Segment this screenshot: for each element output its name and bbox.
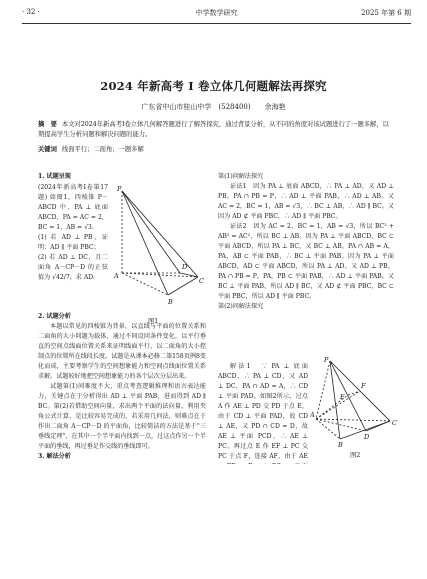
solution-1-start xyxy=(218,362,308,464)
edge-PB xyxy=(122,191,168,295)
label-C: C xyxy=(199,277,204,285)
edge-AF xyxy=(316,391,360,419)
left-column-top xyxy=(38,172,110,182)
page-number: · 32 · xyxy=(22,8,40,16)
edge-PD xyxy=(122,191,180,273)
proof-2: 证法2 因为 AC = 2，BC = 1，AB = √3，所以 BC² + AB² = AC²，所以 BC ⊥ AB。因为 PA ⊥ 平面 ABCD，BC ⊂ 平面 ABCD，所以 PA ⊥ BC，又 BC ⊥ AB，PA ∩ AB = A，PA，AB ⊂ 平面 PAB，∴ BC ⊥ 平面 PAB。因为 PA ⊥ 平面 ABCD，AD ⊂ 平面 ABCD，所以 PA ⊥ AD。又 AD ⊥ PB，PA ∩ PB = P，PA，PB ⊂ 平面 PAB，∴ AD ⊥ 平面 PAB。又 BC ⊥ 平面 PAB，所以 AD ∥ BC，又 AD ⊄ 平面 PBC，BC ⊂ 平面 PBC，所以 AD ∥ 平面 PBC。 xyxy=(218,223,394,300)
running-header xyxy=(22,8,411,22)
label-D: D xyxy=(182,263,188,271)
edge-AB xyxy=(122,273,168,295)
label-A: A xyxy=(114,272,119,280)
figure-1 xyxy=(110,183,205,313)
keywords-text: 线面平行；二面角；一题多解 xyxy=(61,146,144,153)
edge-AC xyxy=(316,419,390,421)
section-heading: 1. 试题呈现 xyxy=(38,173,71,180)
label-D: D xyxy=(364,433,370,441)
subsection-heading: 第(2)问解法探究 xyxy=(218,303,264,310)
problem-part-2: (2) 若 AD ⊥ DC，且二面角 A－CP－D 的正弦值为 √42/7，求 AD. xyxy=(38,254,108,281)
solution-1-continued xyxy=(218,464,394,572)
edge-PA xyxy=(316,361,330,419)
label-B: B xyxy=(338,441,343,447)
proof-1: 证法1 因为 PA ⊥ 底面 ABCD，∴ PA ⊥ AD，又 AD ⊥ PB，PA ∩ PB = P，∴ AD ⊥ 平面 PAB，∴ AD ⊥ AB。又 AC = 2，BC = 1，AB = √3，∴ BC ⊥ AB，∴ AD ∥ BC。又因为 AD ⊄ 平面 PBC，∴ AD ∥ 平面 PBC。 xyxy=(218,183,394,220)
left-column-body xyxy=(38,312,206,572)
edge-BC xyxy=(168,277,198,295)
label-A: A xyxy=(310,411,315,419)
right-column-top xyxy=(218,172,394,360)
label-F: F xyxy=(361,382,366,390)
label-P: P xyxy=(324,356,329,364)
problem-statement xyxy=(38,183,108,311)
section-heading: 3. 解法分析 xyxy=(38,453,71,460)
label-P: P xyxy=(117,185,122,193)
abstract-label: 摘 要 xyxy=(38,121,57,128)
article-title: 2024 年新高考 I 卷立体几何题解法再探究 xyxy=(100,79,327,93)
figure-2 xyxy=(310,355,400,447)
author-line: 广东省中山市桂山中学 (528400) 余海艳 xyxy=(141,103,286,111)
label-C: C xyxy=(392,419,397,427)
problem-part-1: (1) 若 AD ⊥ PB，证明：AD ∥ 平面 PBC； xyxy=(38,234,108,251)
abstract-text: 本文对2024年新高考I卷立体几何解答题进行了解答探究，通过背景分析，从不同的角度对该试题进行了一题多解，以期提高学生分析问题和解决问题的能力。 xyxy=(38,121,389,138)
journal-name: 中学数学研究 xyxy=(195,9,238,17)
issue-label: 2025 年第 6 期 xyxy=(361,9,411,17)
figure-2-caption: 图2 xyxy=(350,452,361,459)
subsection-heading: 第(1)问解法探究 xyxy=(218,173,264,180)
abstract xyxy=(38,120,391,140)
problem-text: (2024年新高考I卷第17题) 如图1，四棱锥 P－ABCD 中，PA ⊥ 底面 ABCD，PA = AC = 2，BC = 1，AB = √3. xyxy=(38,184,108,231)
edge-PB xyxy=(330,361,340,439)
label-E: E xyxy=(340,393,345,401)
keywords-label: 关键词 xyxy=(38,146,57,153)
header-rule xyxy=(22,23,411,24)
label-B: B xyxy=(168,298,173,306)
analysis-paragraph: 本题以常见的四棱锥为背景，以直线与平面的位置关系和二面角的大小问题为载体，通过不同设问条件变化，以平行垂直的空间点线面位置关系来证明线面平行，以二面角的大小控制点的位置所在线段长度。试题是从课本必修二第158页例8变化而成，主要考察学生的空间想象能力和空间点线面位置关系求解。试题较好地把空间想象能力的各个层次分层出来。 xyxy=(38,323,206,380)
keywords xyxy=(38,144,391,153)
analysis-paragraph: 试题第(1)问难度不大，重点考查逻辑推理和语言表达能力，关键点在于分析得出 AD ⊥ 平面 PAB，进而得到 AD ∥ BC。第(2)若借助空间向量，求出两个平面的法向量，利用夹角公式计算，是比较容易完成的，若采用几何法，则难点在于作出二面角 A－CP－D 的平面角，比较简洁的方法是基于"三垂线定理"，在其中一个半平面内找到一点，过这点作另一个半平面的垂线，再过垂足作交线的垂线即可。 xyxy=(38,383,206,450)
solution-1: 解法1 ∵ PA ⊥ 底面 ABCD，∴ PA ⊥ CD，又 AD ⊥ DC，PA ∩ AD = A，∴ CD ⊥ 平面 PAD。如图2所示，过点 A 作 AE ⊥ PD 交 PD 于点 E，由于 CD ⊥ 平面 PAD，故 CD ⊥ AE，又 PD ∩ CD = D，故 AE ⊥ 平面 PCD，∴ AE ⊥ PC。再过点 E 作 EF ⊥ PC 交 PC 于点 F，连接 AF，由于 AE xyxy=(218,363,308,460)
figure-1-caption: 图1 xyxy=(148,318,159,325)
section-heading: 2. 试题分析 xyxy=(38,313,71,320)
